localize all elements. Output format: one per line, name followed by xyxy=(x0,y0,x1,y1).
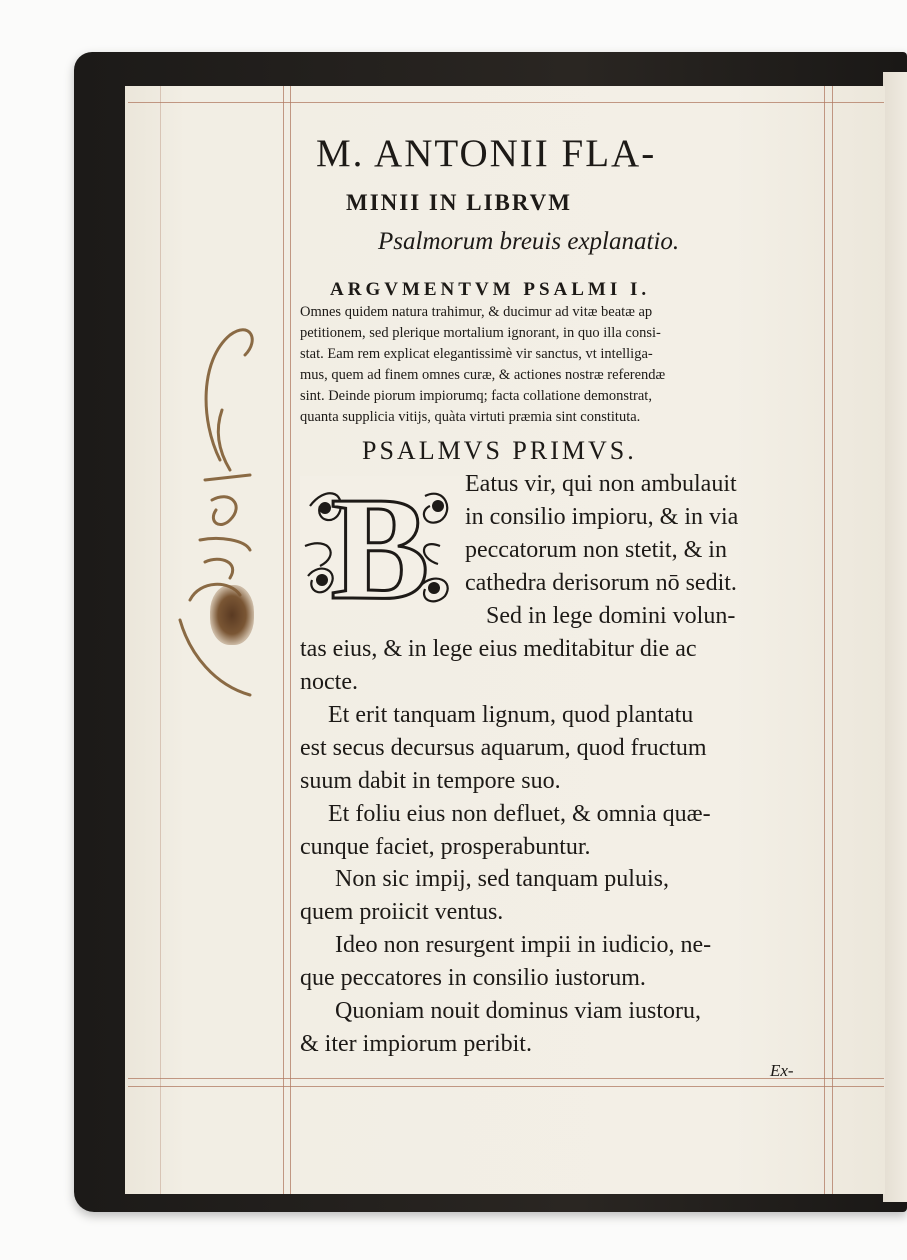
argument-line: mus, quem ad finem omnes curæ, & actiones nostræ referendæ xyxy=(300,367,666,383)
ruling-line xyxy=(832,86,833,1194)
initial-letter: B xyxy=(330,476,430,610)
psalm-line: & iter impiorum peribit. xyxy=(300,1031,532,1057)
psalm-line: in consilio impioru, & in via xyxy=(465,504,739,530)
ruling-line xyxy=(824,86,825,1194)
psalm-line: nocte. xyxy=(300,669,358,695)
argument-line: Omnes quidem natura trahimur, & ducimur ad vitæ beatæ ap xyxy=(300,304,653,320)
psalm-line: peccatorum non stetit, & in xyxy=(465,537,727,563)
psalm-line: Et erit tanquam lignum, quod plantatu xyxy=(328,702,694,728)
psalm-line: tas eius, & in lege eius meditabitur die ac xyxy=(300,636,697,662)
catchword: Ex- xyxy=(770,1061,794,1080)
ruling-line xyxy=(128,102,884,103)
argument-line: sint. Deinde piorum impiorumq; facta collatione demonstrat, xyxy=(300,388,652,404)
psalm-line: Eatus vir, qui non ambulauit xyxy=(465,471,737,497)
psalm-line: Non sic impij, sed tanquam puluis, xyxy=(335,866,669,892)
ink-stain xyxy=(210,585,254,645)
ruling-line xyxy=(128,1086,884,1087)
argument-line: petitionem, sed plerique mortalium ignorant, in quo illa consi- xyxy=(300,325,661,341)
argument-heading: ARGVMENTVM PSALMI I. xyxy=(330,279,651,300)
psalm-line: Quoniam nouit dominus viam iustoru, xyxy=(335,998,701,1024)
title-line-1: M. ANTONII FLA- xyxy=(316,132,657,175)
facing-page-edge xyxy=(883,72,907,1202)
psalm-line: quem proiicit ventus. xyxy=(300,899,504,925)
psalm-line: cunque faciet, prosperabuntur. xyxy=(300,834,591,860)
argument-line: stat. Eam rem explicat elegantissimè vir sanctus, vt intelliga- xyxy=(300,346,653,362)
psalm-line: cathedra derisorum nō sedit. xyxy=(465,570,737,596)
ruling-line xyxy=(290,86,291,1194)
psalm-line: est secus decursus aquarum, quod fructum xyxy=(300,735,707,761)
psalm-line: Ideo non resurgent impii in iudicio, ne- xyxy=(335,932,712,958)
psalm-line: que peccatores in consilio iustorum. xyxy=(300,965,646,991)
psalm-line: suum dabit in tempore suo. xyxy=(300,768,561,794)
manuscript-marginalia xyxy=(160,300,270,720)
title-line-2: MINII IN LIBRVM xyxy=(346,190,572,215)
decorated-initial xyxy=(300,476,460,610)
argument-line: quanta supplicia vitijs, quàta virtuti præmia sint constituta. xyxy=(300,409,641,425)
ruling-line xyxy=(283,86,284,1194)
psalm-line: Sed in lege domini volun- xyxy=(486,603,736,629)
psalm-line: Et foliu eius non defluet, & omnia quæ- xyxy=(328,801,711,827)
title-line-3: Psalmorum breuis explanatio. xyxy=(378,228,680,255)
psalm-heading: PSALMVS PRIMVS. xyxy=(362,436,637,465)
